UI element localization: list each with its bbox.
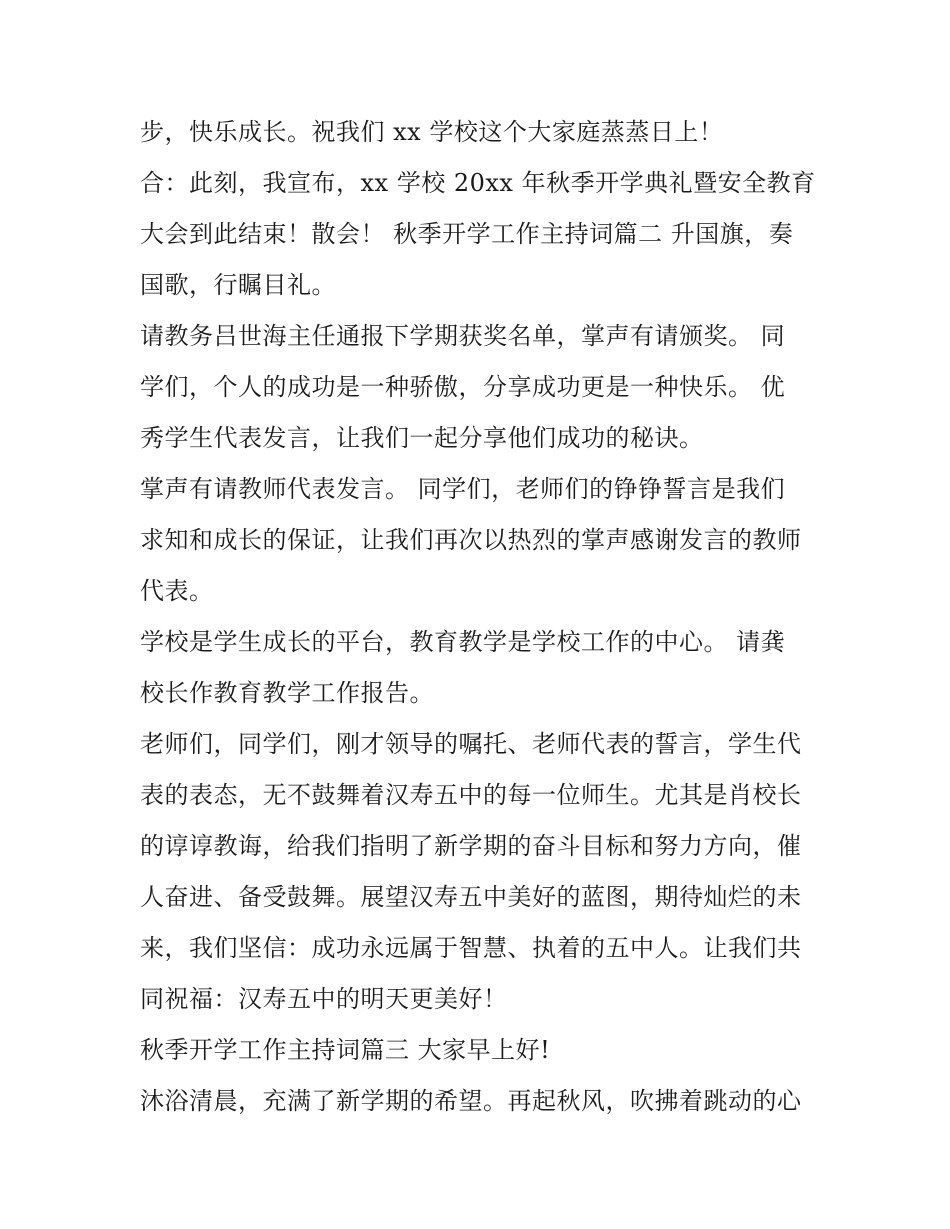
text-line: 同祝福：汉寿五中的明天更美好！ (140, 985, 508, 1013)
text-line: 国歌，行瞩目礼。 (140, 271, 336, 299)
text-line: 代表。 (140, 577, 214, 605)
text-line: 秀学生代表发言，让我们一起分享他们成功的秘诀。 (140, 424, 704, 452)
text-line: 表的表态，无不鼓舞着汉寿五中的每一位师生。尤其是肖校长 (140, 781, 802, 809)
text-line: 老师们，同学们，刚才领导的嘱托、老师代表的誓言，学生代 (140, 730, 802, 758)
text-line: 步，快乐成长。祝我们 xx 学校这个大家庭蒸蒸日上！ (140, 118, 724, 146)
text-line: 的谆谆教诲，给我们指明了新学期的奋斗目标和努力方向，催 (140, 832, 802, 860)
text-line: 学们，个人的成功是一种骄傲，分享成功更是一种快乐。 优 (140, 373, 786, 401)
text-line: 求知和成长的保证，让我们再次以热烈的掌声感谢发言的教师 (140, 526, 802, 554)
text-line: 请教务吕世海主任通报下学期获奖名单，掌声有请颁奖。 同 (140, 322, 786, 350)
document-body (140, 107, 820, 1127)
text-line: 人奋进、备受鼓舞。展望汉寿五中美好的蓝图，期待灿烂的未 (140, 883, 802, 911)
text-line: 秋季开学工作主持词篇三 大家早上好! (140, 1036, 551, 1064)
text-line: 学校是学生成长的平台，教育教学是学校工作的中心。 请龚 (140, 628, 786, 656)
text-line: 来，我们坚信：成功永远属于智慧、执着的五中人。让我们共 (140, 934, 802, 962)
text-line: 校长作教育教学工作报告。 (140, 679, 434, 707)
text-line: 掌声有请教师代表发言。 同学们，老师们的铮铮誓言是我们 (140, 475, 786, 503)
text-line: 合：此刻，我宣布，xx 学校 20xx 年秋季开学典礼暨安全教育 (140, 169, 816, 197)
text-line: 沐浴清晨，充满了新学期的希望。再起秋风，吹拂着跳动的心 (140, 1087, 802, 1115)
text-line: 大会到此结束！散会！ 秋季开学工作主持词篇二 升国旗，奏 (140, 220, 794, 248)
